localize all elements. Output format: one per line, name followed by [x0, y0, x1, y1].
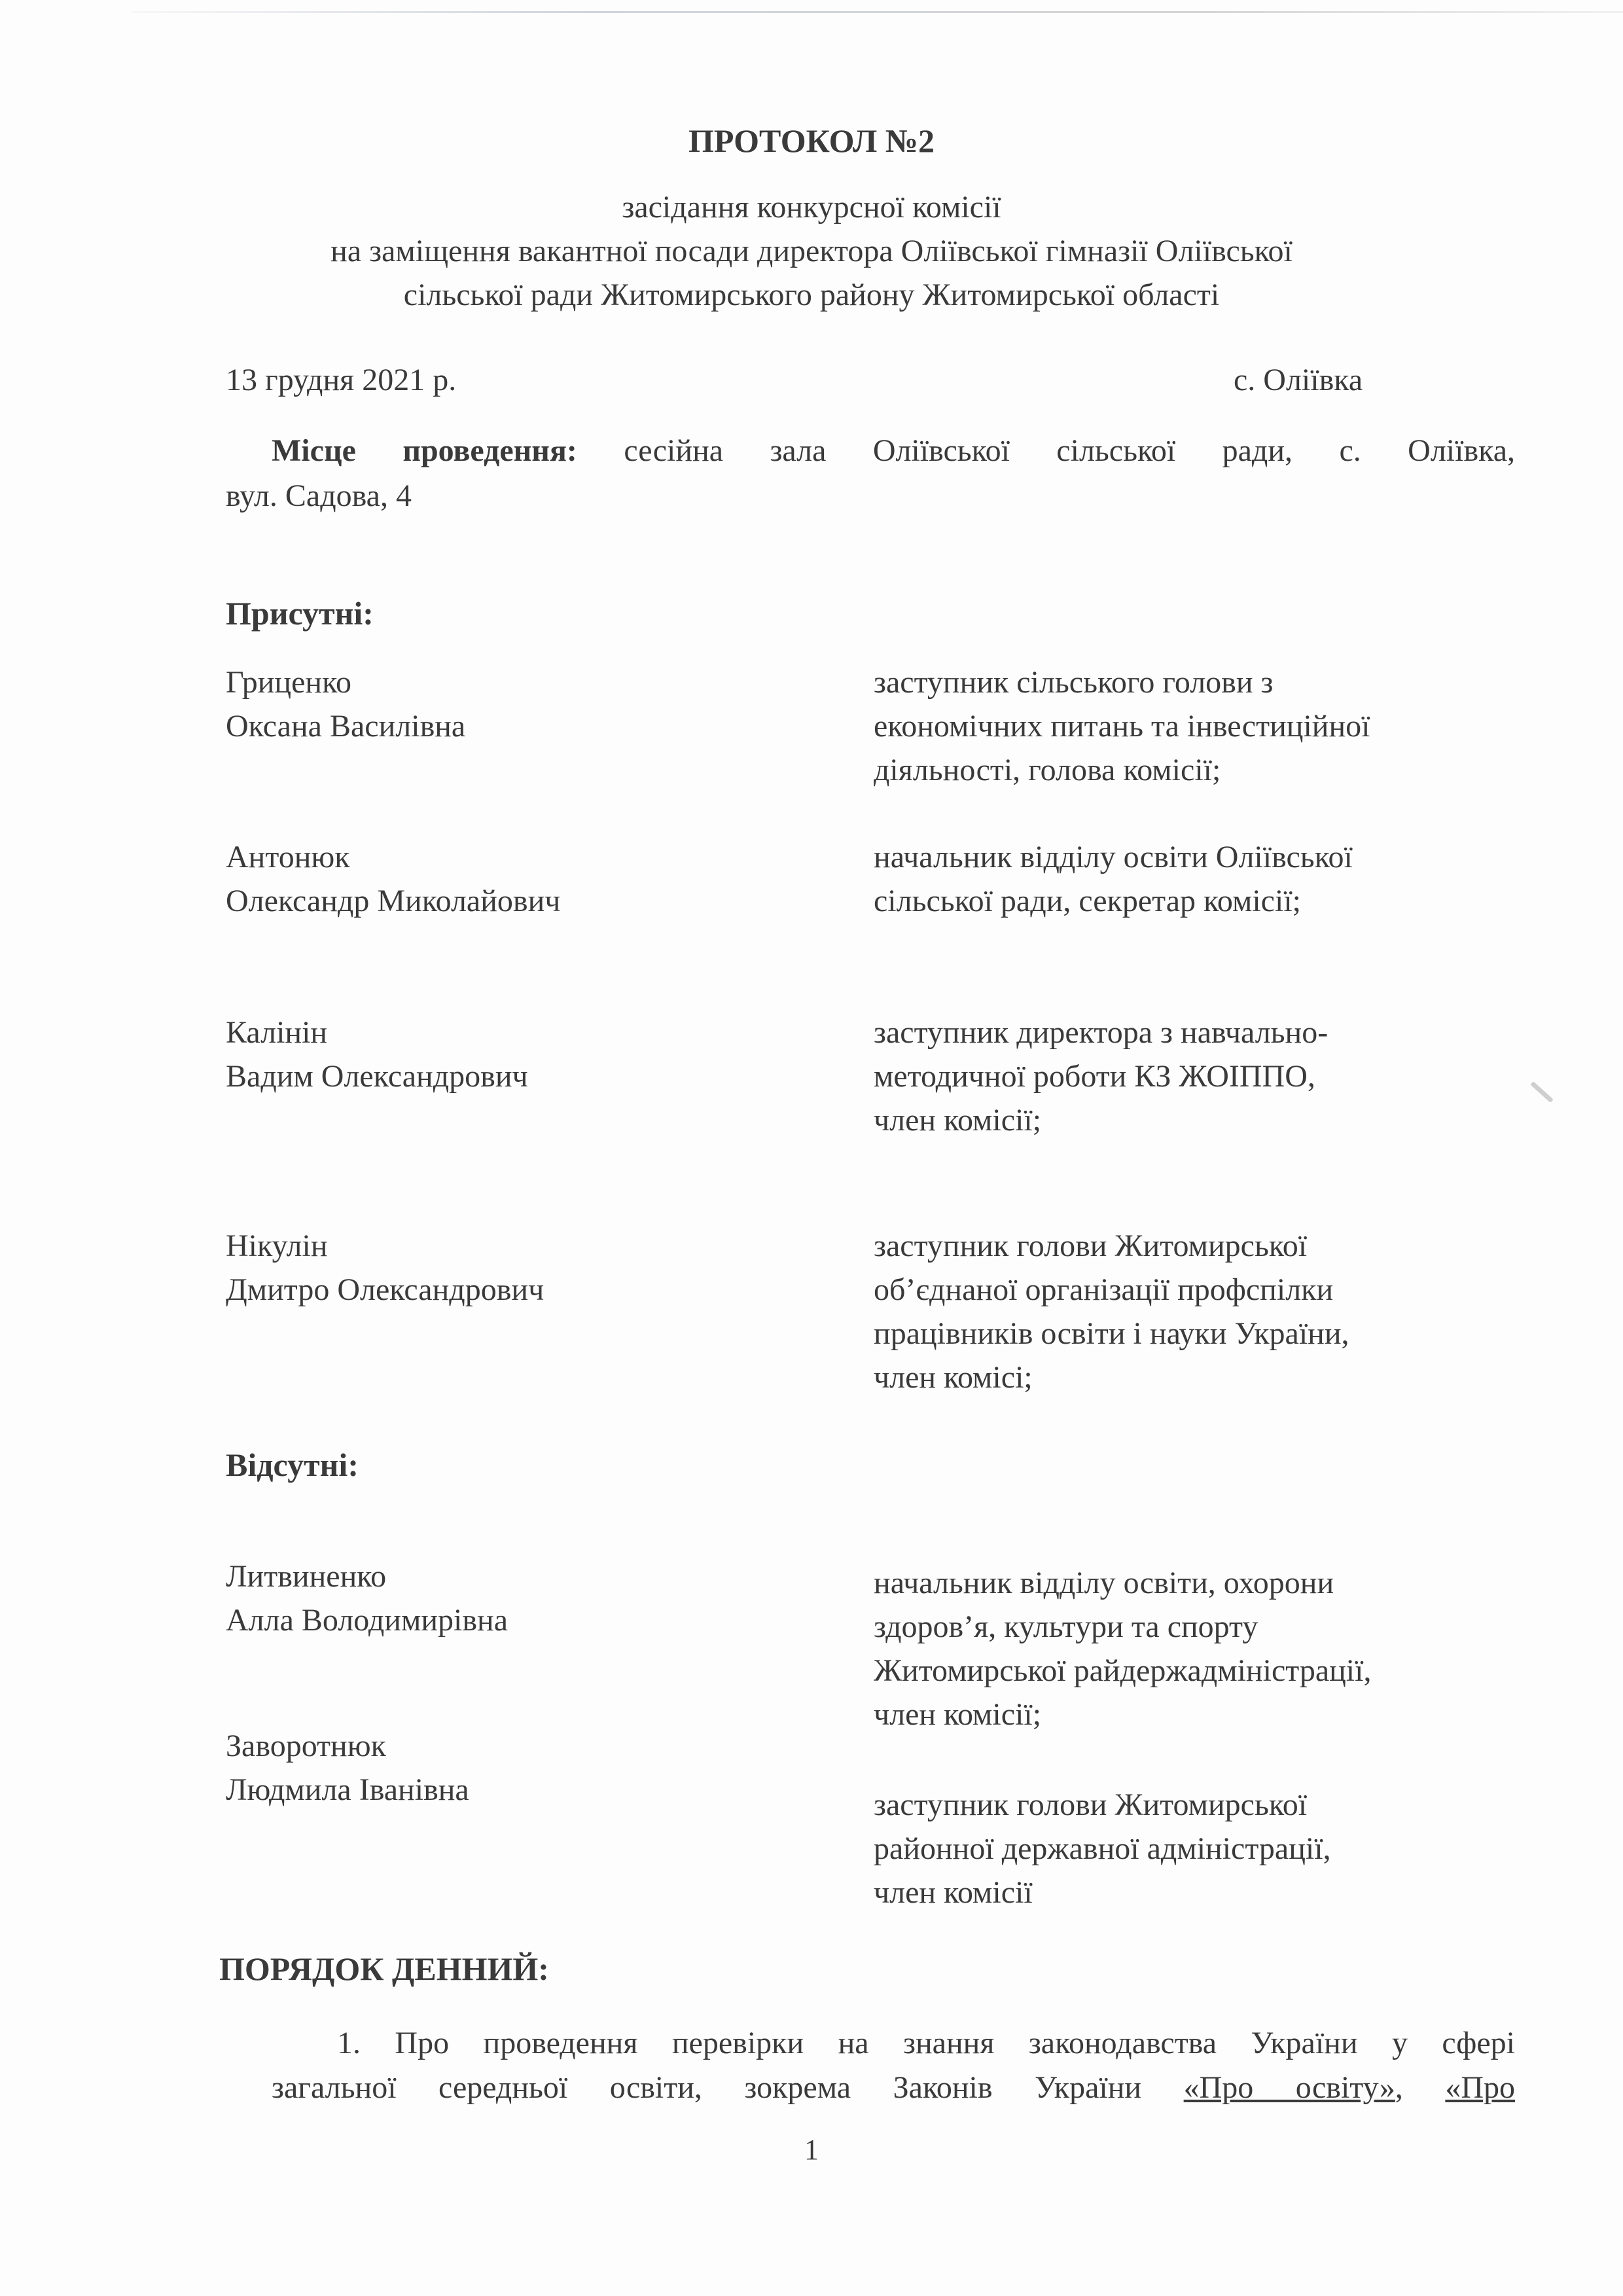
- member-name: Вадим Олександрович: [226, 1059, 528, 1094]
- member-role-line: здоров’я, культури та спорту: [874, 1609, 1258, 1644]
- subtitle-line-1: засідання конкурсної комісії: [622, 190, 1001, 224]
- member-name: Олександр Миколайович: [226, 884, 561, 918]
- member-surname: Нікулін: [226, 1229, 328, 1263]
- member-surname: Калінін: [226, 1015, 328, 1050]
- member-role-line: працівників освіти і науки України,: [874, 1316, 1349, 1351]
- member-role-line: заступник голови Житомирської: [874, 1229, 1308, 1263]
- page-number: 1: [804, 2134, 819, 2166]
- subtitle-line-2: на заміщення вакантної посади директора Оліївської гімназії Оліївської: [330, 234, 1293, 268]
- member-role-line: заступник голови Житомирської: [874, 1787, 1308, 1822]
- member-role-line: член комісії;: [874, 1697, 1042, 1732]
- subtitle-line-3: сільської ради Житомирського району Житомирської області: [403, 278, 1220, 312]
- venue-line-1: [272, 431, 1515, 471]
- member-name: Дмитро Олександрович: [226, 1272, 544, 1307]
- member-role-line: заступник директора з навчально-: [874, 1015, 1329, 1050]
- member-role-line: сільської ради, секретар комісії;: [874, 884, 1301, 918]
- member-surname: Литвиненко: [226, 1559, 387, 1594]
- member-role-line: член комісії: [874, 1875, 1033, 1910]
- agenda-item-1-line-1: 1. Про проведення перевірки на знання законодавства України у сфері: [337, 2026, 1515, 2060]
- agenda-item-text: загальної середньої освіти, зокрема Законів України: [272, 2070, 1142, 2105]
- member-role-line: заступник сільського голови з: [874, 665, 1274, 700]
- venue-line-2: вул. Садова, 4: [226, 478, 412, 513]
- meeting-date: 13 грудня 2021 р.: [226, 363, 457, 397]
- member-name: Оксана Василівна: [226, 709, 466, 744]
- scan-artifact-line: [131, 11, 1623, 13]
- member-role-line: Житомирської райдержадміністрації,: [874, 1653, 1372, 1688]
- member-role-line: начальник відділу освіти Оліївської: [874, 840, 1353, 874]
- member-role-line: економічних питань та інвестиційної: [874, 709, 1370, 744]
- member-name: Алла Володимирівна: [226, 1603, 508, 1638]
- member-surname: Заворотнюк: [226, 1729, 386, 1763]
- venue-label: Місце проведення:: [272, 433, 577, 468]
- member-role-line: член комісії;: [874, 1103, 1042, 1138]
- member-surname: Гриценко: [226, 665, 351, 700]
- member-name: Людмила Іванівна: [226, 1772, 469, 1807]
- absent-heading: Відсутні:: [226, 1446, 359, 1483]
- member-role-line: районної державної адміністрації,: [874, 1831, 1331, 1866]
- member-surname: Антонюк: [226, 840, 350, 874]
- document-title: ПРОТОКОЛ №2: [688, 122, 935, 159]
- agenda-separator: ,: [1395, 2070, 1403, 2105]
- member-role-line: методичної роботи КЗ ЖОІППО,: [874, 1059, 1315, 1094]
- member-role-line: діяльності, голова комісії;: [874, 753, 1221, 787]
- venue-text: сесійна зала Оліївської сільської ради, с. Оліївка,: [624, 433, 1516, 468]
- member-role-line: об’єднаної організації профспілки: [874, 1272, 1334, 1307]
- agenda-heading: ПОРЯДОК ДЕННИЙ:: [219, 1950, 549, 1987]
- present-heading: Присутні:: [226, 595, 374, 632]
- agenda-item-1-line-2: [272, 2068, 1515, 2108]
- meeting-place: с. Оліївка: [1234, 363, 1363, 397]
- member-role-line: начальник відділу освіти, охорони: [874, 1566, 1334, 1600]
- scan-artifact-mark: [1530, 1081, 1554, 1103]
- law-link-about-education[interactable]: «Про освіту»: [1183, 2070, 1395, 2105]
- law-link-next[interactable]: «Про: [1445, 2070, 1516, 2105]
- member-role-line: член комісі;: [874, 1360, 1033, 1395]
